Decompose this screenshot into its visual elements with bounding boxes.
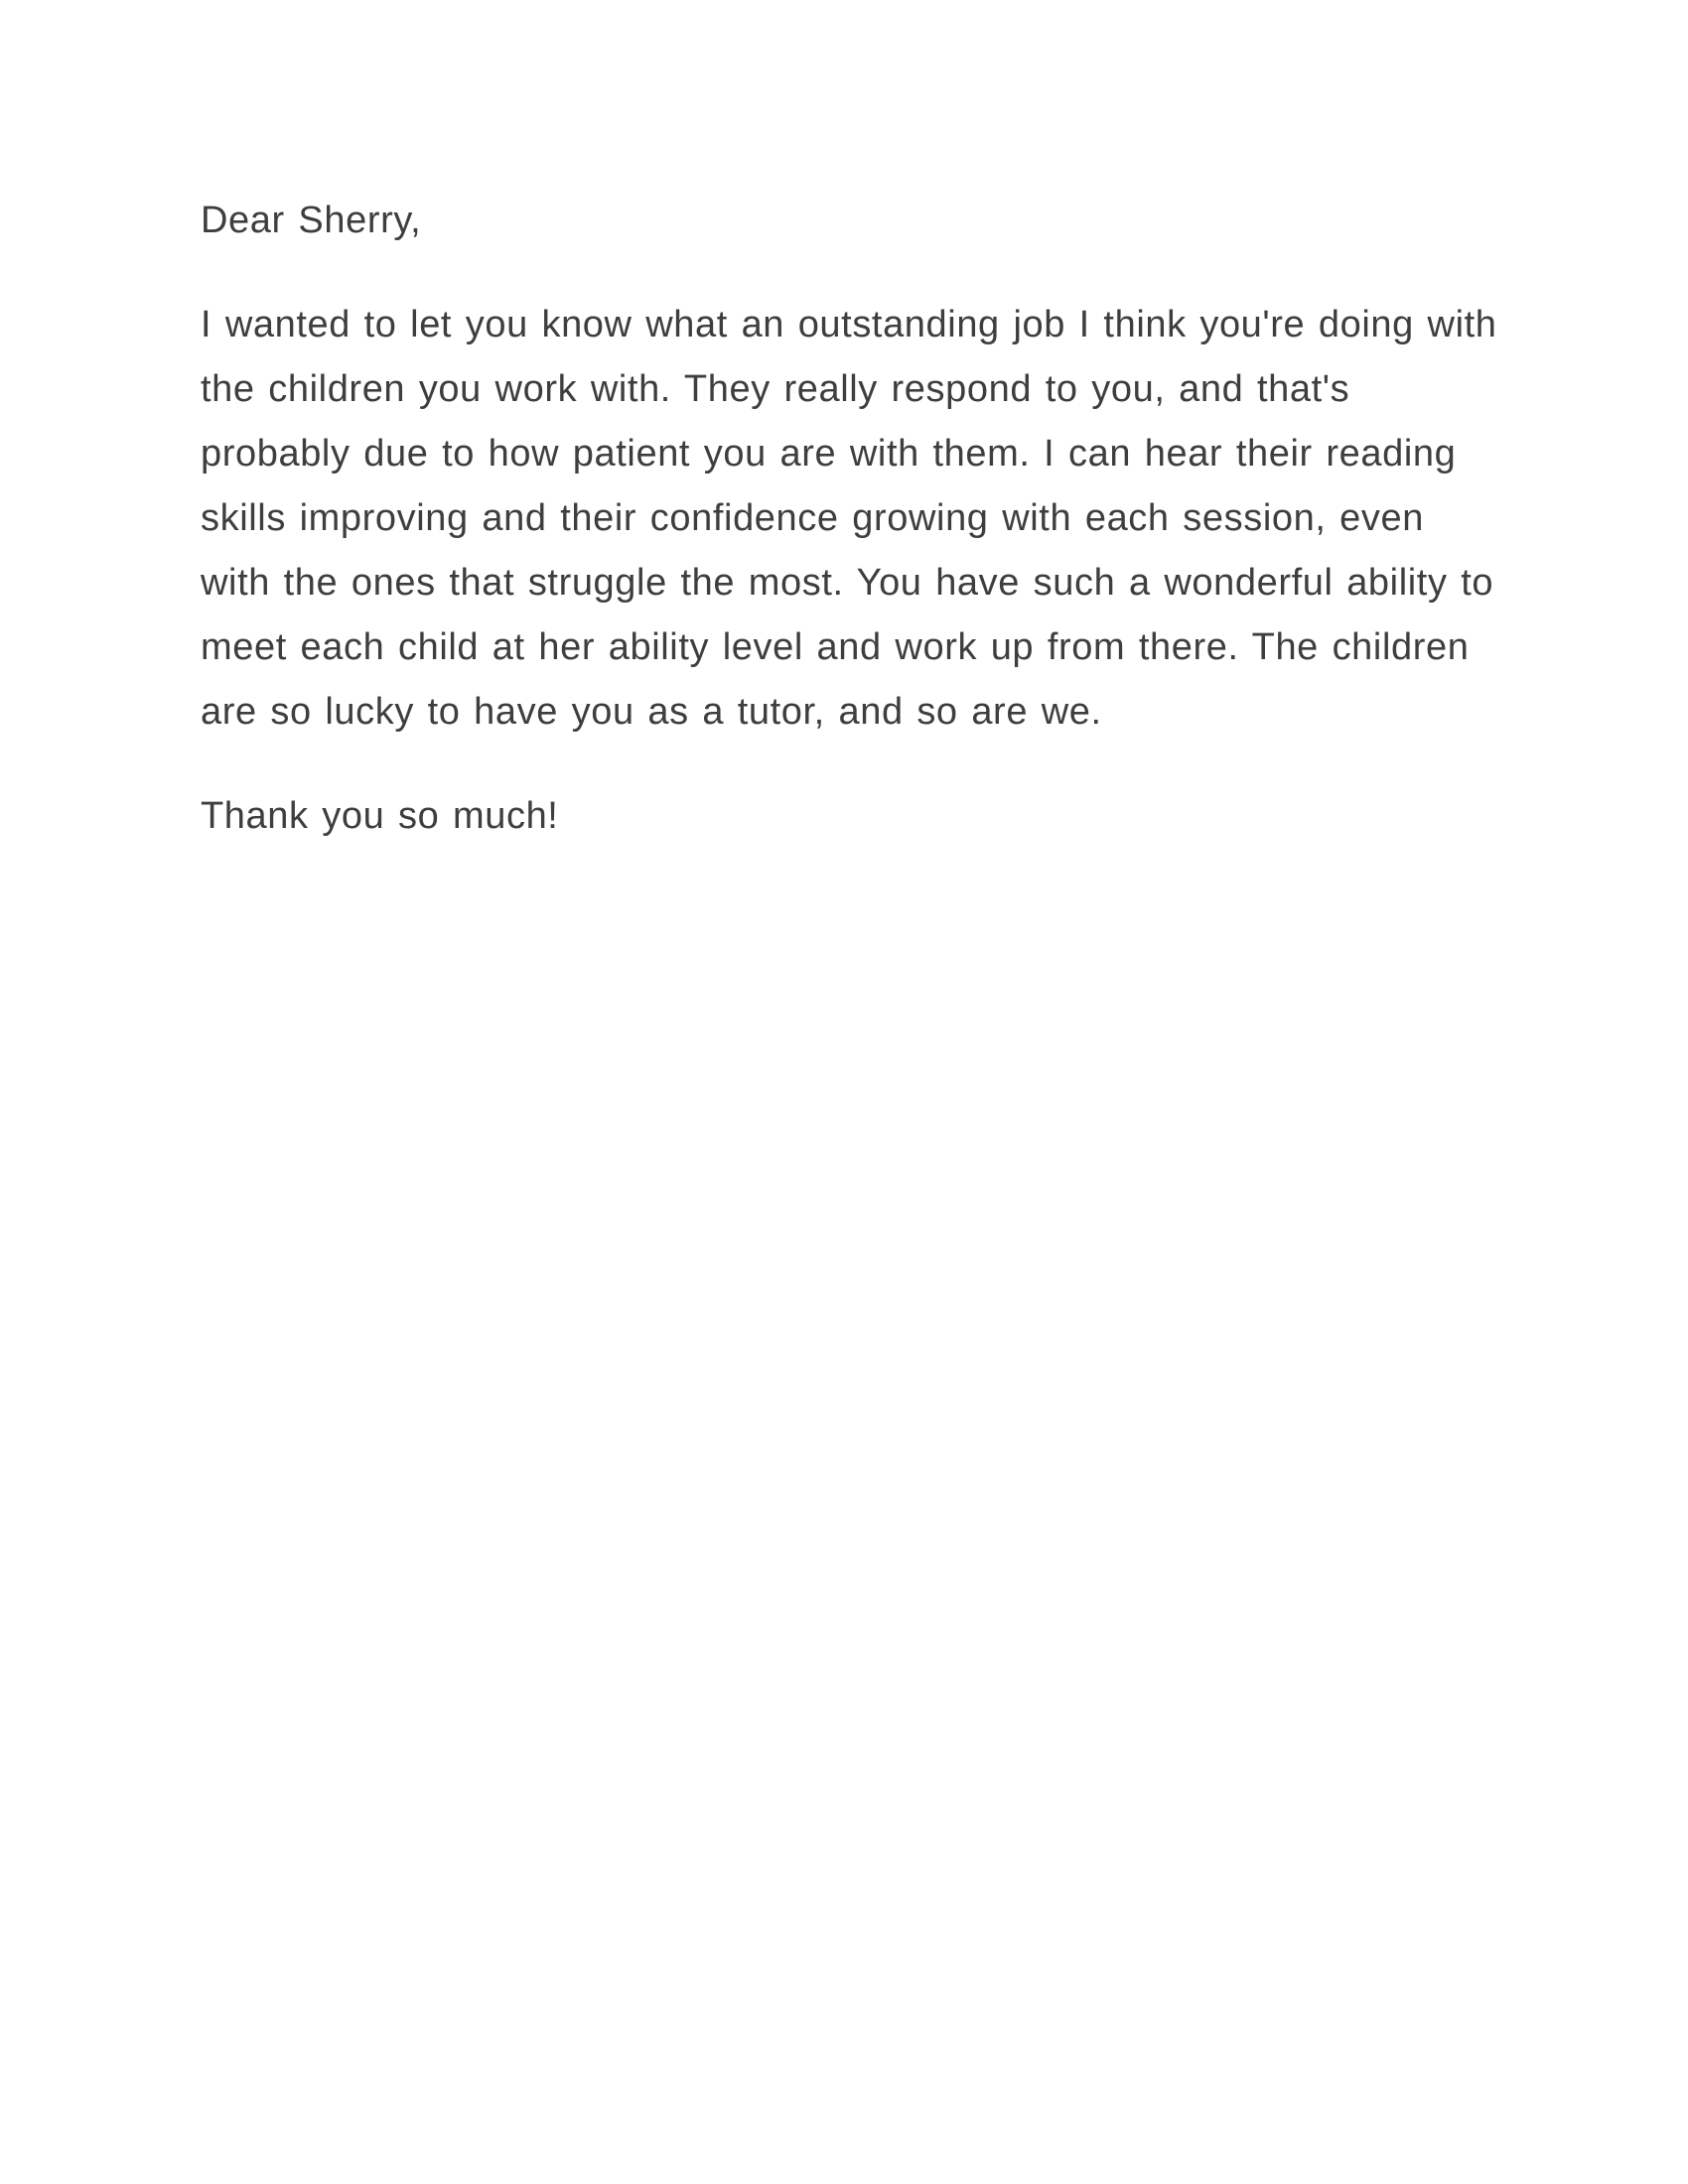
body-paragraph: I wanted to let you know what an outstanding job I think you're doing with the children you work with. They really respond to you, and that's probably due to how patient you are with them. I can hear their reading skills improving and their confidence growing with each session, even with the ones that struggle the most. You have such a wonderful ability to meet each child at her ability level and work up from there. The children are so lucky to have you as a tutor, and so are we. [201, 304, 1497, 733]
letter-content [201, 189, 1499, 849]
closing-line: Thank you so much! [201, 795, 559, 837]
salutation: Dear Sherry, [201, 200, 422, 241]
